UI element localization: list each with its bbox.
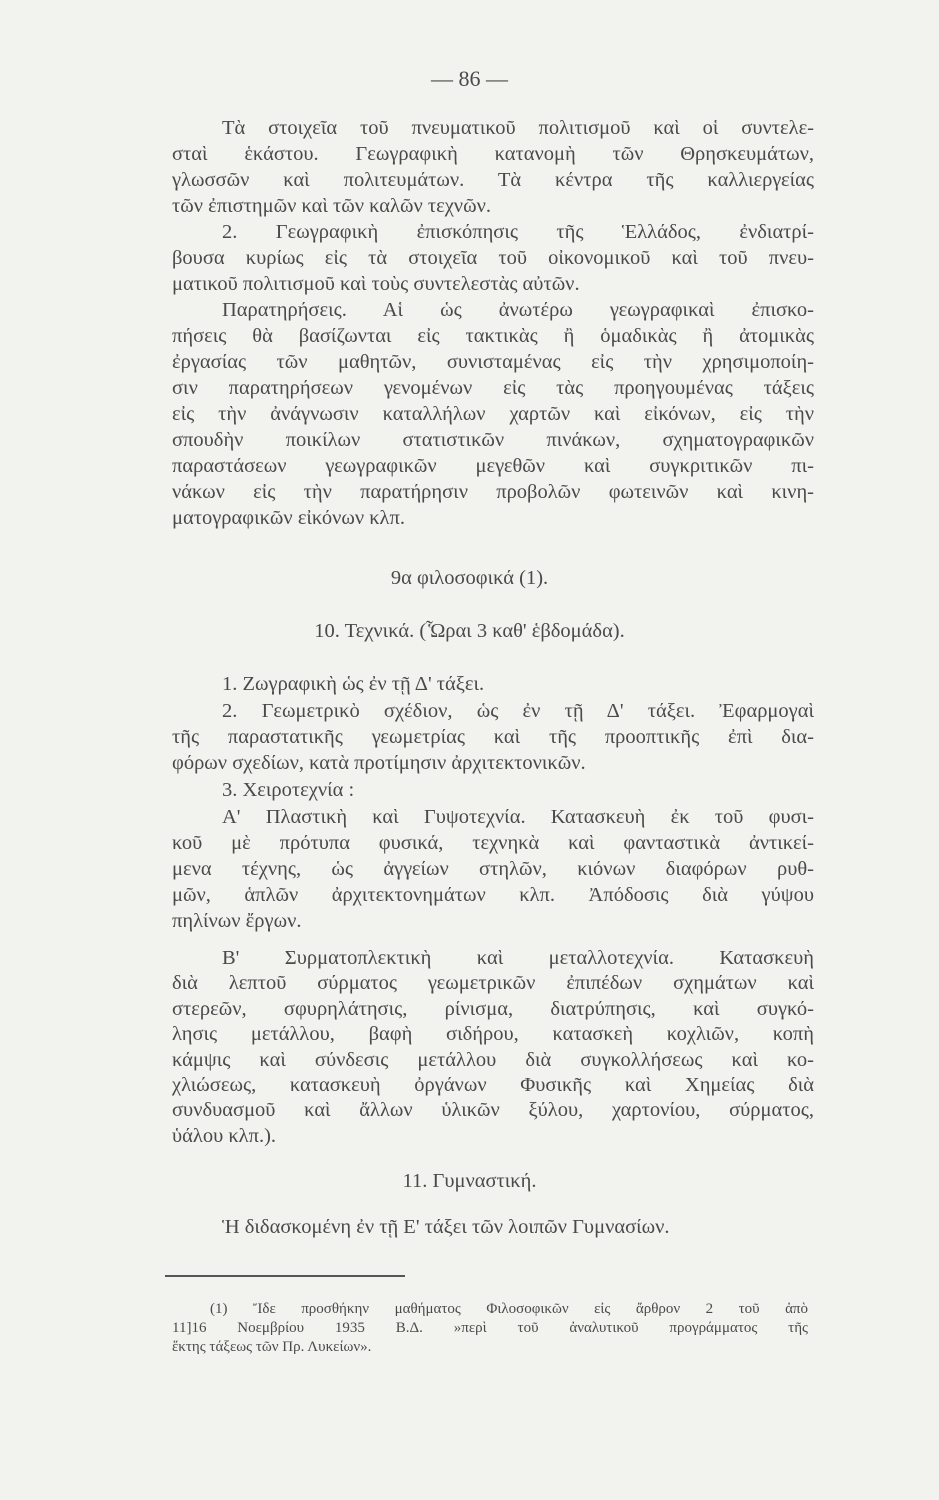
gymnastics-text: Ἡ διδασκομένη ἐν τῇ Ε' τάξει τῶν λοιπῶν Γυμνασίων. [222,1216,670,1238]
text-line: μενα τέχνης, ὡς ἀγγείων στηλῶν, κιόνων διαφόρων ρυθ- [172,858,814,880]
text-line: γλωσσῶν καὶ πολιτευμάτων. Τὰ κέντρα τῆς καλλιεργείας [172,169,814,191]
text-line: χλιώσεως, κατασκευὴ ὀργάνων Φυσικῆς καὶ Χημείας διὰ [172,1074,814,1096]
text-line: διὰ λεπτοῦ σύρματος γεωμετρικῶν ἐπιπέδων σχημάτων καὶ [172,972,814,994]
text-line: Β' Συρματοπλεκτικὴ καὶ μεταλλοτεχνία. Κατασκευὴ [222,947,814,969]
footnote-line: (1) Ἴδε προσθήκην μαθήματος Φιλοσοφικῶν εἰς ἄρθρον 2 τοῦ ἀπὸ [210,1301,808,1317]
text-line: νάκων εἰς τὴν παρατήρησιν προβολῶν φωτεινῶν καὶ κινη- [172,481,814,503]
text-line: ὑάλου κλπ.). [172,1125,277,1147]
text-line: εἰς τὴν ἀνάγνωσιν καταλλήλων χαρτῶν καὶ εἰκόνων, εἰς τὴν [172,403,814,425]
footnote-line: 11]16 Νοεμβρίου 1935 Β.Δ. »περὶ τοῦ ἀναλυτικοῦ προγράμματος τῆς [172,1320,808,1336]
section-heading-philosophy: 9α φιλοσοφικά (1). [390,567,549,589]
page-number: — 86 — [431,66,508,91]
text-line: ματικοῦ πολιτισμοῦ καὶ τοὺς συντελεστὰς αὐτῶν. [172,273,580,295]
text-line: μῶν, ἁπλῶν ἀρχιτεκτονημάτων κλπ. Ἀπόδοσις διὰ γύψου [172,884,814,906]
text-line: ματογραφικῶν εἰκόνων κλπ. [172,507,405,529]
text-line: φόρων σχεδίων, κατὰ προτίμησιν ἀρχιτεκτονικῶν. [172,752,586,774]
text-line: ἐργασίας τῶν μαθητῶν, συνισταμένας εἰς τὴν χρησιμοποίη- [172,351,814,373]
section-heading-technical: 10. Τεχνικά. (Ὧραι 3 καθ' ἑβδομάδα). [314,620,625,642]
text-line: στερεῶν, σφυρηλάτησις, ρίνισμα, διατρύπησις, καὶ συγκό- [172,998,814,1020]
text-line: σπουδὴν ποικίλων στατιστικῶν πινάκων, σχηματογραφικῶν [172,429,814,451]
text-line: σιν παρατηρήσεων γενομένων εἰς τὰς προηγουμένας τάξεις [172,377,814,399]
text-line: κοῦ μὲ πρότυπα φυσικά, τεχνηκὰ καὶ φανταστικὰ ἀντικεί- [172,832,814,854]
text-line: 2. Γεωμετρικὸ σχέδιον, ὡς ἐν τῇ Δ' τάξει. Ἐφαρμογαὶ [222,700,814,722]
text-line: σταὶ ἑκάστου. Γεωγραφικὴ κατανομὴ τῶν Θρησκευμάτων, [172,143,814,165]
text-line: τῶν ἐπιστημῶν καὶ τῶν καλῶν τεχνῶν. [172,195,491,217]
text-line: παραστάσεων γεωγραφικῶν μεγεθῶν καὶ συγκριτικῶν πι- [172,455,814,477]
text-line: Παρατηρήσεις. Αἱ ὡς ἀνωτέρω γεωγραφικαὶ ἐπισκο- [222,299,814,321]
text-line: λησις μετάλλου, βαφὴ σιδήρου, κατασκεὴ κοχλιῶν, κοπὴ [172,1023,814,1045]
item-handicraft: 3. Χειροτεχνία : [222,779,355,801]
text-line: Α' Πλαστικὴ καὶ Γυψοτεχνία. Κατασκευὴ ἐκ τοῦ φυσι- [222,806,814,828]
text-line: 2. Γεωγραφικὴ ἐπισκόπησις τῆς Ἑλλάδος, ἐνδιατρί- [222,221,814,243]
text-line: κάμψις καὶ σύνδεσις μετάλλου διὰ συγκολλήσεως καὶ κο- [172,1049,814,1071]
item-drawing: 1. Ζωγραφικὴ ὡς ἐν τῇ Δ' τάξει. [222,673,485,695]
text-line: πηλίνων ἔργων. [172,910,302,932]
text-line: πήσεις θὰ βασίζωνται εἰς τακτικὰς ἢ ὁμαδικὰς ἢ ἀτομικὰς [172,325,814,347]
footnote-divider [165,1275,405,1277]
footnote-line: ἕκτης τάξεως τῶν Πρ. Λυκείων». [172,1339,372,1355]
section-heading-gymnastics: 11. Γυμναστική. [402,1170,537,1192]
text-line: τῆς παραστατικῆς γεωμετρίας καὶ τῆς προοπτικῆς ἐπὶ δια- [172,726,814,748]
text-line: συνδυασμοῦ καὶ ἄλλων ὑλικῶν ξύλου, χαρτονίου, σύρματος, [172,1099,814,1121]
text-line: Τὰ στοιχεῖα τοῦ πνευματικοῦ πολιτισμοῦ καὶ οἱ συντελε- [222,117,814,139]
text-line: βουσα κυρίως εἰς τὰ στοιχεῖα τοῦ οἰκονομικοῦ καὶ τοῦ πνευ- [172,247,814,269]
